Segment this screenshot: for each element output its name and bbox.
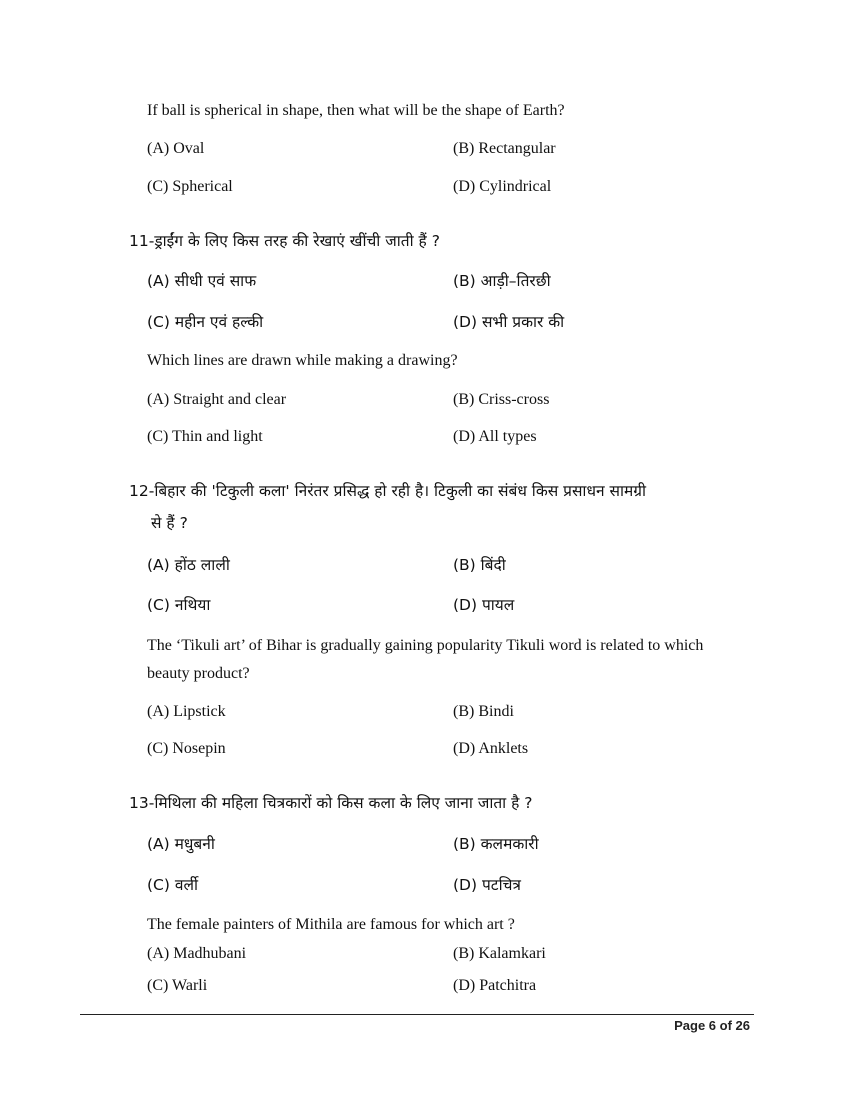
q11-option-b-hi: (B) आड़ी–तिरछी — [453, 272, 551, 290]
question-10-text-en: If ball is spherical in shape, then what will be the shape of Earth? — [147, 102, 565, 119]
q10-option-a: (A) Oval — [147, 140, 205, 157]
question-11-text-hi: 11-ड्राईंग के लिए किस तरह की रेखाएं खींची जाती हैं ? — [129, 232, 440, 250]
question-12-text-hi-line1: 12-बिहार की 'टिकुली कला' निरंतर प्रसिद्ध हो रही है। टिकुली का संबंध किस प्रसाधन सामग्री — [129, 482, 647, 500]
q12-option-d-en: (D) Anklets — [453, 740, 529, 757]
q10-option-d: (D) Cylindrical — [453, 178, 552, 195]
q13-option-b-en: (B) Kalamkari — [453, 945, 546, 962]
q10-option-b: (B) Rectangular — [453, 140, 556, 157]
q12-option-c-en: (C) Nosepin — [147, 740, 226, 757]
q13-option-d-en: (D) Patchitra — [453, 977, 537, 994]
q12-option-d-hi: (D) पायल — [453, 596, 515, 614]
page-number: Page 6 of 26 — [674, 1018, 750, 1033]
q11-option-a-hi: (A) सीधी एवं साफ — [147, 272, 257, 290]
q13-option-b-hi: (B) कलमकारी — [453, 835, 539, 853]
q13-option-c-en: (C) Warli — [147, 977, 208, 994]
q12-option-b-en: (B) Bindi — [453, 703, 514, 720]
q11-option-d-hi: (D) सभी प्रकार की — [453, 313, 565, 331]
q10-option-c: (C) Spherical — [147, 178, 233, 195]
question-12-text-hi-line2: से हैं ? — [151, 514, 188, 532]
q13-option-c-hi: (C) वर्ली — [147, 876, 198, 894]
question-12-text-en-line1: The ‘Tikuli art’ of Bihar is gradually gaining popularity Tikuli word is related to which — [147, 637, 704, 654]
q12-option-c-hi: (C) नथिया — [147, 596, 211, 614]
q12-option-a-en: (A) Lipstick — [147, 703, 226, 720]
question-13-text-en: The female painters of Mithila are famous for which art ? — [147, 916, 515, 933]
q11-option-b-en: (B) Criss-cross — [453, 391, 550, 408]
q11-option-d-en: (D) All types — [453, 428, 537, 445]
q13-option-d-hi: (D) पटचित्र — [453, 876, 521, 894]
question-11-text-en: Which lines are drawn while making a drawing? — [147, 352, 458, 369]
q12-option-b-hi: (B) बिंदी — [453, 556, 506, 574]
question-12-text-en-line2: beauty product? — [147, 665, 250, 682]
question-13-text-hi: 13-मिथिला की महिला चित्रकारों को किस कला के लिए जाना जाता है ? — [129, 794, 533, 812]
footer-divider — [80, 1014, 754, 1015]
q13-option-a-hi: (A) मधुबनी — [147, 835, 215, 853]
q12-option-a-hi: (A) होंठ लाली — [147, 556, 230, 574]
q11-option-c-en: (C) Thin and light — [147, 428, 263, 445]
q11-option-a-en: (A) Straight and clear — [147, 391, 287, 408]
q13-option-a-en: (A) Madhubani — [147, 945, 247, 962]
q11-option-c-hi: (C) महीन एवं हल्की — [147, 313, 264, 331]
